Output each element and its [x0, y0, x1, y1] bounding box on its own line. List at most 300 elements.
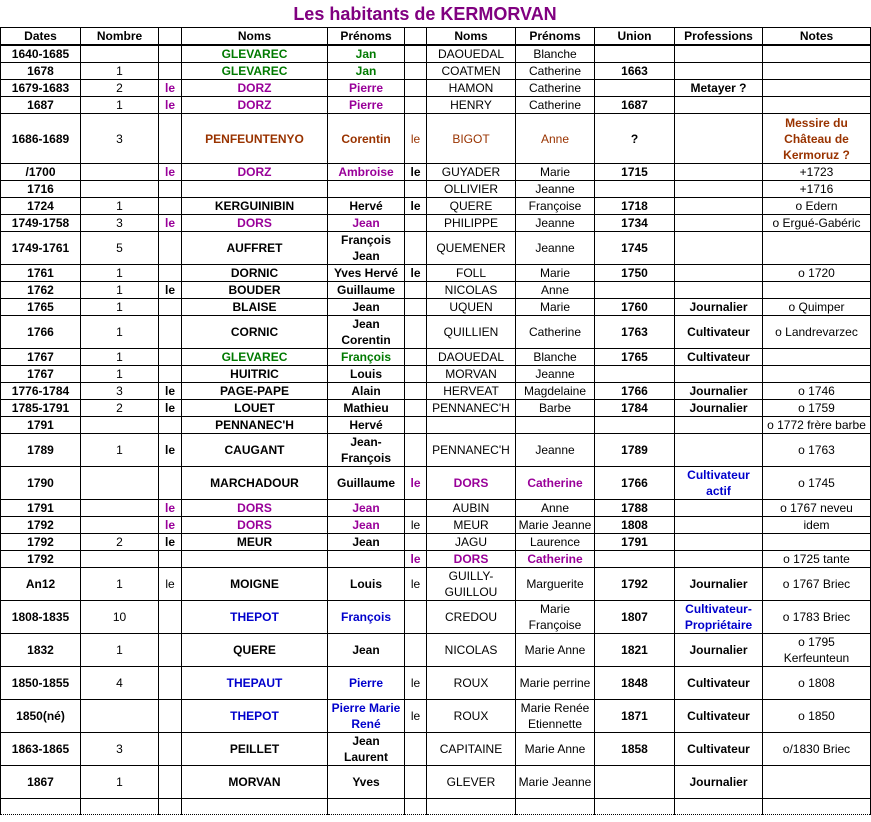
- table-row: [1, 551, 871, 568]
- cell-spouse-firstname: [516, 417, 595, 434]
- cell-particle: [159, 601, 182, 634]
- cell-notes: o 1795 Kerfeunteun: [763, 634, 871, 667]
- cell-spouse-firstname: [516, 799, 595, 815]
- cell-count: 1: [81, 299, 159, 316]
- cell-firstname: Guillaume: [328, 282, 405, 299]
- cell-spouse-surname: HAMON: [427, 80, 516, 97]
- cell-spouse-surname: UQUEN: [427, 299, 516, 316]
- cell-count: 1: [81, 434, 159, 467]
- cell-notes: Messire du Château de Kermoruz ?: [763, 114, 871, 164]
- cell-firstname: Jean: [328, 215, 405, 232]
- cell-spouse-particle: [405, 400, 427, 417]
- cell-spouse-firstname: Anne: [516, 282, 595, 299]
- cell-notes: o 1767 neveu: [763, 500, 871, 517]
- cell-notes: o 1725 tante: [763, 551, 871, 568]
- cell-spouse-particle: le: [405, 700, 427, 733]
- cell-union-year: 1871: [595, 700, 675, 733]
- cell-firstname: François: [328, 601, 405, 634]
- cell-spouse-particle: le: [405, 265, 427, 282]
- cell-particle: le: [159, 282, 182, 299]
- cell-notes: [763, 63, 871, 80]
- cell-spouse-firstname: Marie: [516, 299, 595, 316]
- cell-spouse-surname: OLLIVIER: [427, 181, 516, 198]
- cell-spouse-surname: MEUR: [427, 517, 516, 534]
- cell-particle: le: [159, 215, 182, 232]
- cell-spouse-particle: [405, 63, 427, 80]
- table-row: [1, 97, 871, 114]
- cell-particle: le: [159, 400, 182, 417]
- header-notes: Notes: [763, 28, 871, 46]
- cell-profession: Cultivateur: [675, 316, 763, 349]
- cell-spouse-firstname: Catherine: [516, 467, 595, 500]
- cell-surname: MORVAN: [182, 766, 328, 799]
- cell-count: 4: [81, 667, 159, 700]
- cell-spouse-firstname: Barbe: [516, 400, 595, 417]
- cell-spouse-surname: PHILIPPE: [427, 215, 516, 232]
- cell-surname: BLAISE: [182, 299, 328, 316]
- cell-spouse-firstname: Catherine: [516, 551, 595, 568]
- cell-notes: o 1808: [763, 667, 871, 700]
- table-row: [1, 215, 871, 232]
- cell-date: 1791: [1, 417, 81, 434]
- cell-profession: Cultivateur: [675, 667, 763, 700]
- cell-spouse-firstname: Marie: [516, 265, 595, 282]
- cell-firstname: Pierre: [328, 80, 405, 97]
- table-row: [1, 733, 871, 766]
- cell-profession: [675, 198, 763, 215]
- cell-notes: +1716: [763, 181, 871, 198]
- cell-profession: [675, 181, 763, 198]
- cell-spouse-surname: MORVAN: [427, 366, 516, 383]
- cell-spouse-surname: DAOUEDAL: [427, 45, 516, 63]
- cell-spouse-surname: HENRY: [427, 97, 516, 114]
- cell-particle: [159, 198, 182, 215]
- cell-date: 1790: [1, 467, 81, 500]
- cell-count: 10: [81, 601, 159, 634]
- cell-count: 1: [81, 63, 159, 80]
- cell-date: 1766: [1, 316, 81, 349]
- cell-union-year: [595, 45, 675, 63]
- cell-count: [81, 500, 159, 517]
- header-spouse-particle: [405, 28, 427, 46]
- cell-notes: o/1830 Briec: [763, 733, 871, 766]
- cell-count: 5: [81, 232, 159, 265]
- cell-surname: DORS: [182, 215, 328, 232]
- cell-notes: [763, 282, 871, 299]
- cell-spouse-firstname: Marie Françoise: [516, 601, 595, 634]
- cell-particle: [159, 349, 182, 366]
- cell-notes: [763, 766, 871, 799]
- cell-date: 1767: [1, 349, 81, 366]
- cell-union-year: 1766: [595, 467, 675, 500]
- cell-particle: [159, 667, 182, 700]
- cell-spouse-particle: le: [405, 551, 427, 568]
- cell-particle: [159, 417, 182, 434]
- cell-spouse-surname: PENNANEC'H: [427, 400, 516, 417]
- cell-spouse-surname: DORS: [427, 551, 516, 568]
- cell-spouse-particle: [405, 766, 427, 799]
- cell-notes: o 1783 Briec: [763, 601, 871, 634]
- cell-spouse-surname: COATMEN: [427, 63, 516, 80]
- cell-date: /1700: [1, 164, 81, 181]
- cell-notes: o Quimper: [763, 299, 871, 316]
- cell-firstname: Louis: [328, 366, 405, 383]
- cell-spouse-surname: GUYADER: [427, 164, 516, 181]
- cell-date: 1791: [1, 500, 81, 517]
- cell-particle: [159, 467, 182, 500]
- cell-spouse-firstname: Jeanne: [516, 215, 595, 232]
- cell-spouse-particle: le: [405, 517, 427, 534]
- cell-count: [81, 799, 159, 815]
- table-row: [1, 114, 871, 164]
- cell-particle: [159, 366, 182, 383]
- cell-union-year: 1788: [595, 500, 675, 517]
- cell-firstname: [328, 181, 405, 198]
- cell-spouse-firstname: Catherine: [516, 316, 595, 349]
- cell-notes: [763, 799, 871, 815]
- cell-date: 1687: [1, 97, 81, 114]
- table-row: [1, 568, 871, 601]
- cell-spouse-surname: PENNANEC'H: [427, 434, 516, 467]
- cell-firstname: Pierre Marie René: [328, 700, 405, 733]
- cell-profession: [675, 417, 763, 434]
- table-row: [1, 232, 871, 265]
- cell-notes: o Ergué-Gabéric: [763, 215, 871, 232]
- cell-count: 2: [81, 534, 159, 551]
- cell-surname: THEPOT: [182, 601, 328, 634]
- cell-firstname: François: [328, 349, 405, 366]
- cell-firstname: Jean Laurent: [328, 733, 405, 766]
- table-row: [1, 316, 871, 349]
- cell-particle: le: [159, 534, 182, 551]
- cell-spouse-surname: DAOUEDAL: [427, 349, 516, 366]
- cell-date: 1832: [1, 634, 81, 667]
- cell-particle: le: [159, 500, 182, 517]
- cell-firstname: [328, 551, 405, 568]
- table-row: [1, 366, 871, 383]
- cell-surname: GLEVAREC: [182, 63, 328, 80]
- cell-count: [81, 467, 159, 500]
- cell-count: 3: [81, 733, 159, 766]
- cell-profession: Journalier: [675, 568, 763, 601]
- table-row: [1, 434, 871, 467]
- cell-spouse-firstname: Blanche: [516, 349, 595, 366]
- cell-surname: MOIGNE: [182, 568, 328, 601]
- cell-notes: [763, 80, 871, 97]
- cell-union-year: 1821: [595, 634, 675, 667]
- header-particle: [159, 28, 182, 46]
- cell-count: [81, 164, 159, 181]
- cell-union-year: 1858: [595, 733, 675, 766]
- cell-spouse-particle: [405, 349, 427, 366]
- cell-firstname: Corentin: [328, 114, 405, 164]
- cell-date: 1792: [1, 517, 81, 534]
- cell-firstname: Yves: [328, 766, 405, 799]
- cell-spouse-firstname: Jeanne: [516, 366, 595, 383]
- cell-date: 1808-1835: [1, 601, 81, 634]
- cell-spouse-particle: [405, 232, 427, 265]
- cell-spouse-surname: JAGU: [427, 534, 516, 551]
- cell-spouse-firstname: Anne: [516, 500, 595, 517]
- cell-spouse-particle: [405, 383, 427, 400]
- cell-spouse-firstname: Françoise: [516, 198, 595, 215]
- cell-firstname: Ambroise: [328, 164, 405, 181]
- cell-profession: [675, 232, 763, 265]
- header-count: Nombre: [81, 28, 159, 46]
- cell-spouse-particle: le: [405, 164, 427, 181]
- cell-spouse-particle: [405, 601, 427, 634]
- cell-profession: [675, 366, 763, 383]
- cell-firstname: Hervé: [328, 417, 405, 434]
- cell-notes: [763, 97, 871, 114]
- cell-union-year: 1745: [595, 232, 675, 265]
- table-row: [1, 467, 871, 500]
- cell-profession: [675, 517, 763, 534]
- cell-profession: [675, 282, 763, 299]
- cell-spouse-surname: GLEVER: [427, 766, 516, 799]
- cell-notes: o Edern: [763, 198, 871, 215]
- cell-particle: [159, 316, 182, 349]
- header-surname: Noms: [182, 28, 328, 46]
- cell-date: 1679-1683: [1, 80, 81, 97]
- cell-date: 1765: [1, 299, 81, 316]
- cell-firstname: Pierre: [328, 97, 405, 114]
- cell-spouse-particle: le: [405, 114, 427, 164]
- cell-union-year: [595, 366, 675, 383]
- cell-notes: o 1746: [763, 383, 871, 400]
- cell-profession: Journalier: [675, 766, 763, 799]
- cell-firstname: Mathieu: [328, 400, 405, 417]
- cell-date: 1749-1761: [1, 232, 81, 265]
- cell-date: 1785-1791: [1, 400, 81, 417]
- cell-profession: Journalier: [675, 299, 763, 316]
- cell-particle: le: [159, 434, 182, 467]
- cell-spouse-surname: [427, 799, 516, 815]
- cell-count: [81, 417, 159, 434]
- cell-firstname: Jean-François: [328, 434, 405, 467]
- table-row: [1, 383, 871, 400]
- cell-date: 1767: [1, 366, 81, 383]
- cell-surname: DORZ: [182, 80, 328, 97]
- cell-union-year: 1789: [595, 434, 675, 467]
- cell-firstname: Guillaume: [328, 467, 405, 500]
- cell-date: 1640-1685: [1, 45, 81, 63]
- cell-date: 1789: [1, 434, 81, 467]
- cell-union-year: ?: [595, 114, 675, 164]
- cell-spouse-surname: GUILLY-GUILLOU: [427, 568, 516, 601]
- cell-surname: [182, 799, 328, 815]
- cell-count: 1: [81, 366, 159, 383]
- cell-spouse-particle: [405, 215, 427, 232]
- cell-union-year: [595, 282, 675, 299]
- cell-count: 3: [81, 114, 159, 164]
- cell-union-year: 1807: [595, 601, 675, 634]
- cell-date: 1792: [1, 534, 81, 551]
- header-spouse-firstname: Prénoms: [516, 28, 595, 46]
- cell-profession: Cultivateur: [675, 733, 763, 766]
- cell-particle: [159, 181, 182, 198]
- cell-notes: [763, 349, 871, 366]
- cell-union-year: 1687: [595, 97, 675, 114]
- cell-count: 1: [81, 198, 159, 215]
- cell-profession: [675, 500, 763, 517]
- cell-profession: [675, 164, 763, 181]
- cell-surname: LOUET: [182, 400, 328, 417]
- table-row: [1, 667, 871, 700]
- cell-surname: PENFEUNTENYO: [182, 114, 328, 164]
- cell-spouse-surname: DORS: [427, 467, 516, 500]
- cell-surname: GLEVAREC: [182, 349, 328, 366]
- cell-count: 1: [81, 349, 159, 366]
- cell-particle: le: [159, 568, 182, 601]
- cell-spouse-particle: [405, 733, 427, 766]
- cell-spouse-firstname: Catherine: [516, 80, 595, 97]
- cell-spouse-firstname: Marie Anne: [516, 733, 595, 766]
- cell-spouse-firstname: Marie Jeanne: [516, 517, 595, 534]
- cell-notes: o 1720: [763, 265, 871, 282]
- cell-particle: [159, 634, 182, 667]
- header-date: Dates: [1, 28, 81, 46]
- cell-union-year: 1663: [595, 63, 675, 80]
- cell-count: 1: [81, 316, 159, 349]
- cell-profession: Cultivateur: [675, 349, 763, 366]
- cell-count: 3: [81, 215, 159, 232]
- cell-spouse-particle: le: [405, 667, 427, 700]
- cell-count: 1: [81, 568, 159, 601]
- cell-surname: DORZ: [182, 164, 328, 181]
- cell-surname: DORZ: [182, 97, 328, 114]
- table-row: [1, 198, 871, 215]
- cell-notes: o 1767 Briec: [763, 568, 871, 601]
- table-row: [1, 400, 871, 417]
- cell-union-year: [595, 766, 675, 799]
- cell-notes: o 1772 frère barbe: [763, 417, 871, 434]
- cell-particle: [159, 232, 182, 265]
- cell-profession: Journalier: [675, 400, 763, 417]
- cell-union-year: 1766: [595, 383, 675, 400]
- cell-date: 1776-1784: [1, 383, 81, 400]
- cell-particle: le: [159, 97, 182, 114]
- cell-count: 2: [81, 400, 159, 417]
- cell-notes: o Landrevarzec: [763, 316, 871, 349]
- cell-union-year: 1792: [595, 568, 675, 601]
- cell-date: 1863-1865: [1, 733, 81, 766]
- cell-spouse-particle: [405, 282, 427, 299]
- cell-spouse-particle: [405, 45, 427, 63]
- cell-surname: MARCHADOUR: [182, 467, 328, 500]
- table-row: [1, 500, 871, 517]
- table-row: [1, 349, 871, 366]
- cell-union-year: [595, 551, 675, 568]
- cell-notes: +1723: [763, 164, 871, 181]
- cell-particle: [159, 733, 182, 766]
- cell-particle: [159, 700, 182, 733]
- cell-date: 1792: [1, 551, 81, 568]
- cell-firstname: Yves Hervé: [328, 265, 405, 282]
- cell-profession: Journalier: [675, 634, 763, 667]
- cell-particle: [159, 45, 182, 63]
- cell-particle: le: [159, 164, 182, 181]
- cell-profession: [675, 45, 763, 63]
- cell-profession: [675, 799, 763, 815]
- cell-firstname: Pierre: [328, 667, 405, 700]
- cell-surname: KERGUINIBIN: [182, 198, 328, 215]
- cell-spouse-particle: [405, 80, 427, 97]
- cell-particle: [159, 63, 182, 80]
- cell-profession: Metayer ?: [675, 80, 763, 97]
- cell-profession: [675, 215, 763, 232]
- cell-spouse-firstname: Catherine: [516, 63, 595, 80]
- cell-particle: [159, 265, 182, 282]
- cell-date: 1749-1758: [1, 215, 81, 232]
- cell-surname: MEUR: [182, 534, 328, 551]
- table-row: [1, 517, 871, 534]
- cell-date: An12: [1, 568, 81, 601]
- cell-profession: [675, 265, 763, 282]
- cell-particle: [159, 551, 182, 568]
- cell-firstname: Hervé: [328, 198, 405, 215]
- cell-profession: [675, 114, 763, 164]
- cell-date: 1678: [1, 63, 81, 80]
- cell-spouse-firstname: Blanche: [516, 45, 595, 63]
- table-row: [1, 534, 871, 551]
- cell-spouse-firstname: Marie: [516, 164, 595, 181]
- cell-spouse-particle: [405, 534, 427, 551]
- cell-date: 1724: [1, 198, 81, 215]
- cell-spouse-firstname: Jeanne: [516, 181, 595, 198]
- table-row: [1, 63, 871, 80]
- cell-union-year: [595, 417, 675, 434]
- cell-spouse-surname: ROUX: [427, 700, 516, 733]
- cell-surname: THEPAUT: [182, 667, 328, 700]
- cell-spouse-surname: NICOLAS: [427, 282, 516, 299]
- table-row: [1, 80, 871, 97]
- cell-profession: [675, 97, 763, 114]
- cell-union-year: 1734: [595, 215, 675, 232]
- cell-date: 1850-1855: [1, 667, 81, 700]
- cell-spouse-surname: AUBIN: [427, 500, 516, 517]
- cell-spouse-particle: [405, 799, 427, 815]
- cell-union-year: 1848: [595, 667, 675, 700]
- cell-union-year: 1784: [595, 400, 675, 417]
- cell-count: 1: [81, 766, 159, 799]
- header-spouse-surname: Noms: [427, 28, 516, 46]
- cell-count: 3: [81, 383, 159, 400]
- cell-particle: [159, 114, 182, 164]
- cell-particle: le: [159, 80, 182, 97]
- cell-surname: QUERE: [182, 634, 328, 667]
- cell-notes: [763, 366, 871, 383]
- cell-profession: Cultivateur: [675, 700, 763, 733]
- cell-surname: GLEVAREC: [182, 45, 328, 63]
- cell-union-year: 1715: [595, 164, 675, 181]
- cell-surname: [182, 551, 328, 568]
- cell-surname: PAGE-PAPE: [182, 383, 328, 400]
- cell-notes: o 1745: [763, 467, 871, 500]
- cell-union-year: 1791: [595, 534, 675, 551]
- header-union-year: Union: [595, 28, 675, 46]
- cell-spouse-surname: QUILLIEN: [427, 316, 516, 349]
- header-firstname: Prénoms: [328, 28, 405, 46]
- cell-firstname: Louis: [328, 568, 405, 601]
- cell-spouse-surname: FOLL: [427, 265, 516, 282]
- cell-surname: BOUDER: [182, 282, 328, 299]
- cell-spouse-firstname: Catherine: [516, 97, 595, 114]
- cell-spouse-firstname: Anne: [516, 114, 595, 164]
- cell-surname: DORS: [182, 517, 328, 534]
- cell-particle: le: [159, 517, 182, 534]
- cell-firstname: François Jean: [328, 232, 405, 265]
